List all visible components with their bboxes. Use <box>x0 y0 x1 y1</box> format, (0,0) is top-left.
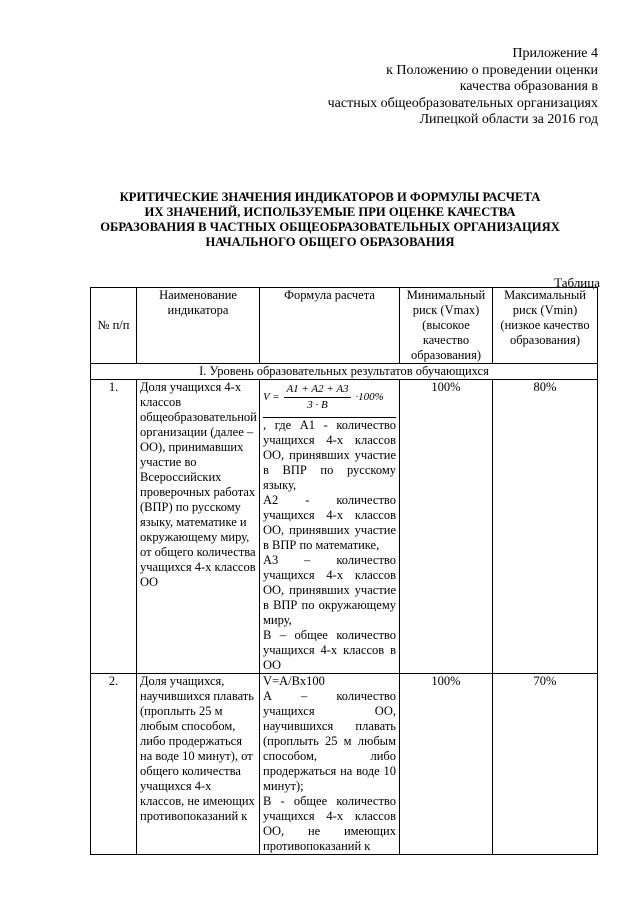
indicator-name: Доля учащихся, научившихся плавать (проплыть 25 м любым способом, либо продержаться на воде 10 минут), от общего количества учащихся 4-х классов, не имеющих противопоказаний к <box>137 674 260 855</box>
formula-denominator: 3 · B <box>307 399 328 411</box>
table-row <box>91 674 598 855</box>
title-line: ИХ ЗНАЧЕНИЙ, ИСПОЛЬЗУЕМЫЕ ПРИ ОЦЕНКЕ КАЧЕСТВА <box>144 205 516 219</box>
min-risk-value: 100% <box>400 380 493 674</box>
header-min-risk: Минимальный риск (Vmax) (высокое качество образования) <box>400 288 493 364</box>
formula-fraction <box>284 382 350 413</box>
table-row <box>91 380 598 674</box>
formula-desc: A3 – количество учащихся 4-х классов ОО, принявших участие в ВПР по окружающему миру, <box>263 553 396 627</box>
title-line: НАЧАЛЬНОГО ОБЩЕГО ОБРАЗОВАНИЯ <box>205 235 455 249</box>
appendix-header <box>328 46 598 129</box>
header-max-risk: Максимальный риск (Vmin) (низкое качество образования) <box>493 288 598 364</box>
formula-desc: A2 - количество учащихся 4-х классов ОО, принявших участие в ВПР по математике, <box>263 493 396 552</box>
max-risk-value: 80% <box>493 380 598 674</box>
formula-v: V = <box>263 391 280 404</box>
formula-desc: B – общее количество учащихся 4-х классов в ОО <box>263 628 396 672</box>
title-line: КРИТИЧЕСКИЕ ЗНАЧЕНИЯ ИНДИКАТОРОВ И ФОРМУЛЫ РАСЧЕТА <box>119 190 541 204</box>
indicators-table <box>90 287 598 855</box>
table-header-row <box>91 288 598 364</box>
formula-cell <box>260 674 400 855</box>
header-num: № п/п <box>91 288 137 364</box>
table-caption: Таблица <box>554 275 600 290</box>
formula-line: V=A/Bх100 <box>263 674 325 688</box>
formula-desc: В - общее количество учащихся 4-х классов ОО, не имеющих противопоказаний к <box>263 794 396 853</box>
appendix-line: к Положению о проведении оценки <box>386 62 598 78</box>
min-risk-value: 100% <box>400 674 493 855</box>
section-row <box>91 364 598 380</box>
title-line: ОБРАЗОВАНИЯ В ЧАСТНЫХ ОБЩЕОБРАЗОВАТЕЛЬНЫХ ОРГАНИЗАЦИЯХ <box>100 220 560 234</box>
indicator-name: Доля учащихся 4-х классов общеобразовательной организации (далее – ОО), принимавших участие во Всероссийских проверочных работах (ВПР) по русскому языку, математике и окружающему миру, от общего количества учащихся 4-х классов ОО <box>137 380 260 674</box>
appendix-line: качества образования в <box>459 79 598 94</box>
formula-desc: , где A1 - количество учащихся 4-х классов ОО, принявших участие в ВПР по русскому языку, <box>263 418 396 492</box>
formula-cell <box>260 380 400 674</box>
header-name: Наименование индикатора <box>137 288 260 364</box>
max-risk-value: 70% <box>493 674 598 855</box>
section-title: I. Уровень образовательных результатов обучающихся <box>91 364 598 380</box>
document-title <box>60 190 600 250</box>
formula-image <box>263 380 396 418</box>
header-formula: Формула расчета <box>260 288 400 364</box>
appendix-line: Липецкой области за 2016 год <box>419 112 598 127</box>
formula-numerator: A1 + A2 + A3 <box>284 382 350 398</box>
appendix-line: частных общеобразовательных организациях <box>327 95 598 111</box>
row-num: 1. <box>91 380 137 674</box>
appendix-line: Приложение 4 <box>512 46 598 61</box>
formula-tail: ·100% <box>355 391 384 404</box>
formula-desc: А – количество учащихся ОО, научившихся плавать (проплыть 25 м любым способом, либо продержаться на воде 10 минут); <box>263 689 396 793</box>
row-num: 2. <box>91 674 137 855</box>
